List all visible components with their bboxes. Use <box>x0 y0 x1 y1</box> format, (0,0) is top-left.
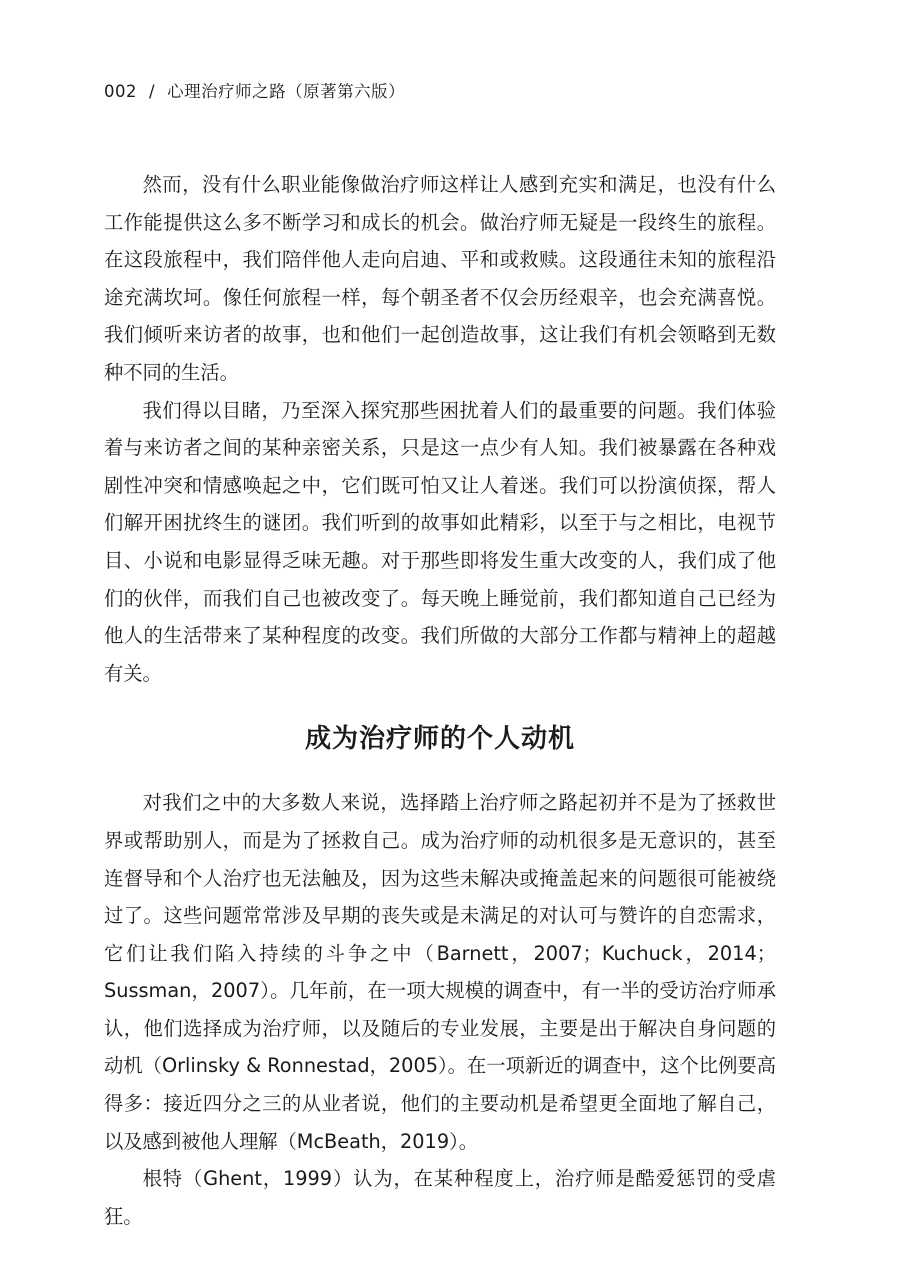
body-paragraph: 我们得以目睹，乃至深入探究那些困扰着人们的最重要的问题。我们体验着与来访者之间的某种亲密关系，只是这一点少有人知。我们被暴露在各种戏剧性冲突和情感唤起之中，它们既可怕又让人着迷。我们可以扮演侦探，帮人们解开困扰终生的谜团。我们听到的故事如此精彩，以至于与之相比，电视节目、小说和电影显得乏味无趣。对于那些即将发生重大改变的人，我们成了他们的伙伴，而我们自己也被改变了。每天晚上睡觉前，我们都知道自己已经为他人的生活带来了某种程度的改变。我们所做的大部分工作都与精神上的超越有关。 <box>104 398 776 685</box>
body-paragraph: 根特（Ghent，1999）认为，在某种程度上，治疗师是酷爱惩罚的受虐狂。 <box>104 1167 776 1228</box>
page-body <box>104 166 776 1235</box>
header-separator: / <box>149 82 156 101</box>
body-paragraph: 然而，没有什么职业能像做治疗师这样让人感到充实和满足，也没有什么工作能提供这么多不断学习和成长的机会。做治疗师无疑是一段终生的旅程。在这段旅程中，我们陪伴他人走向启迪、平和或救赎。这段通往未知的旅程沿途充满坎坷。像任何旅程一样，每个朝圣者不仅会历经艰辛，也会充满喜悦。我们倾听来访者的故事，也和他们一起创造故事，这让我们有机会领略到无数种不同的生活。 <box>104 173 776 384</box>
page-number: 002 <box>104 82 137 101</box>
book-title: 心理治疗师之路（原著第六版） <box>167 82 406 101</box>
section-heading: 成为治疗师的个人动机 <box>304 724 575 755</box>
body-paragraph: 对我们之中的大多数人来说，选择踏上治疗师之路起初并不是为了拯救世界或帮助别人，而是为了拯救自己。成为治疗师的动机很多是无意识的，甚至连督导和个人治疗也无法触及，因为这些未解决或掩盖起来的问题很可能被绕过了。这些问题常常涉及早期的丧失或是未满足的对认可与赞许的自恋需求，它们让我们陷入持续的斗争之中（Barnett，2007；Kuchuck，2014；Sussman，2007）。几年前，在一项大规模的调查中，有一半的受访治疗师承认，他们选择成为治疗师，以及随后的专业发展，主要是出于解决自身问题的动机（Orlinsky & Ronnestad，2005）。在一项新近的调查中，这个比例要高得多：接近四分之三的从业者说，他们的主要动机是希望更全面地了解自己，以及感到被他人理解（McBeath，2019）。 <box>104 791 776 1153</box>
running-header <box>104 78 405 102</box>
